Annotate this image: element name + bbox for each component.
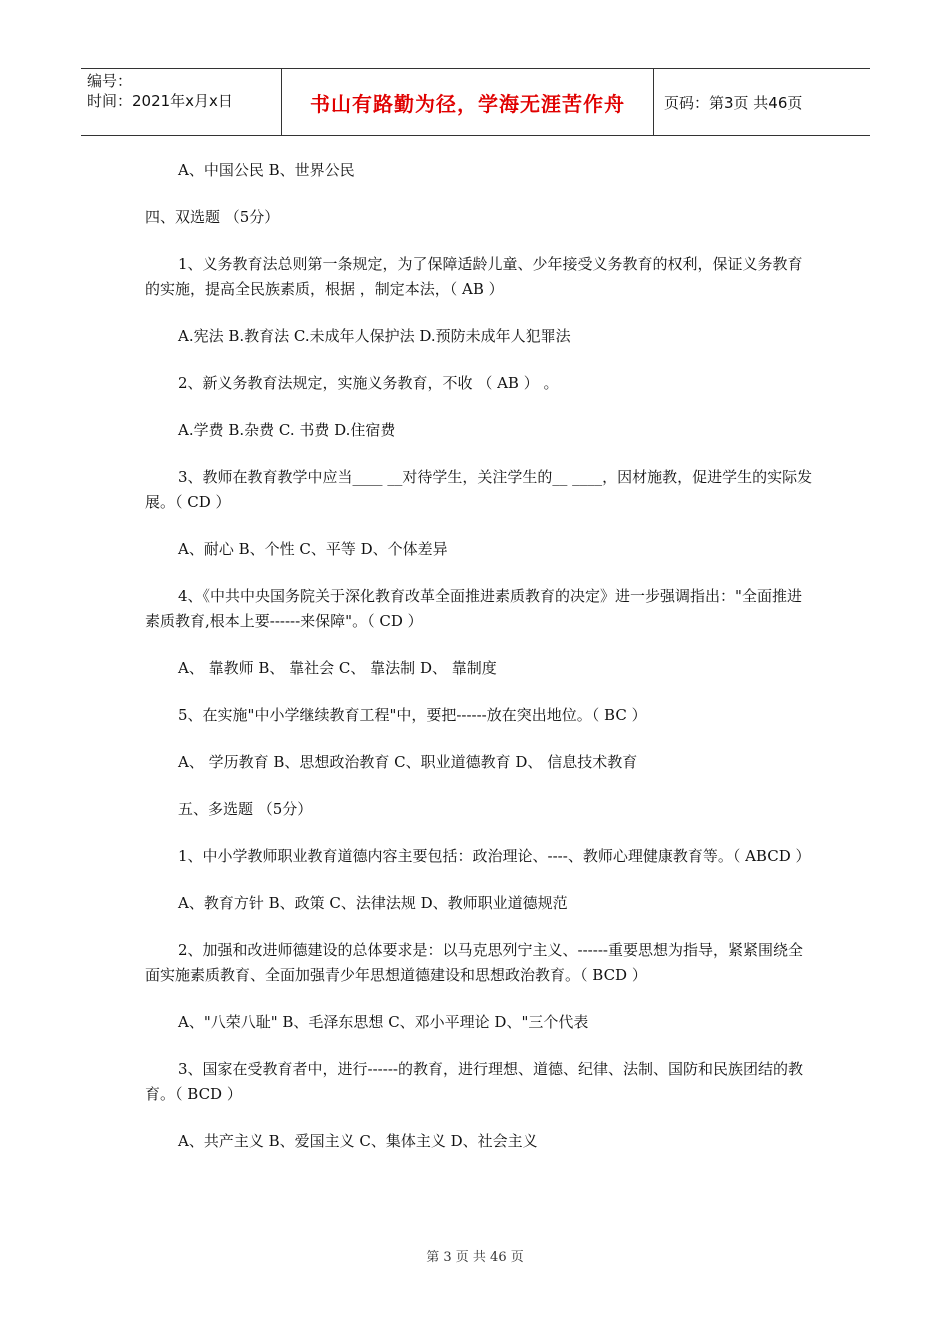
section-heading: 五、多选题 （5分） [178,800,313,818]
document-body [145,158,815,1154]
question-text: 1、义务教育法总则第一条规定，为了保障适龄儿童、少年接受义务教育的权利，保证义务教育的实施，提高全民族素质，根据 ，制定本法，（ AB ） [145,255,803,298]
header-motto: 书山有路勤为径，学海无涯苦作舟 [281,69,654,135]
question-text: 3、国家在受教育者中，进行------的教育，进行理想、道德、纪律、法制、国防和民族团结的教育。（ BCD ） [145,1060,803,1103]
options-line: A、教育方针 B、政策 C、法律法规 D、教师职业道德规范 [178,894,568,912]
document-date-label: 时间：2021年x月x日 [87,92,233,110]
text-line: A、中国公民 B、世界公民 [178,161,355,179]
options-line: A、"八荣八耻" B、毛泽东思想 C、邓小平理论 D、"三个代表 [178,1013,589,1031]
question-text: 5、在实施"中小学继续教育工程"中，要把------放在突出地位。（ BC ） [178,706,647,724]
question-text: 4、《中共中央国务院关于深化教育改革全面推进素质教育的决定》进一步强调指出："全面推进素质教育,根本上要------来保障"。（ CD ） [145,587,802,630]
question-text: 2、加强和改进师德建设的总体要求是：以马克思列宁主义、------重要思想为指导，紧紧围绕全面实施素质教育、全面加强青少年思想道德建设和思想政治教育。（ BCD ） [145,941,803,984]
question-text: 3、教师在教育教学中应当____ __对待学生，关注学生的__ ____，因材施教，促进学生的实际发展。（ CD ） [145,468,813,511]
section-heading: 四、双选题 （5分） [145,208,280,226]
page-header [81,68,870,136]
document-number-label: 编号： [87,72,133,90]
options-line: A.宪法 B.教育法 C.未成年人保护法 D.预防未成年人犯罪法 [178,327,571,345]
header-page-label: 页码：第3页 共46页 [664,93,803,112]
options-line: A、共产主义 B、爱国主义 C、集体主义 D、社会主义 [178,1132,538,1150]
header-meta [81,69,281,135]
options-line: A、 学历教育 B、思想政治教育 C、职业道德教育 D、 信息技术教育 [178,753,638,771]
question-text: 1、中小学教师职业教育道德内容主要包括：政治理论、----、教师心理健康教育等。（ ABCD ） [178,847,811,865]
page-footer: 第 3 页 共 46 页 [426,1250,524,1265]
options-line: A.学费 B.杂费 C. 书费 D.住宿费 [178,421,396,439]
question-text: 2、新义务教育法规定，实施义务教育，不收 （ AB ） 。 [178,374,559,392]
options-line: A、 靠教师 B、 靠社会 C、 靠法制 D、 靠制度 [178,659,497,677]
options-line: A、耐心 B、个性 C、平等 D、个体差异 [178,540,448,558]
